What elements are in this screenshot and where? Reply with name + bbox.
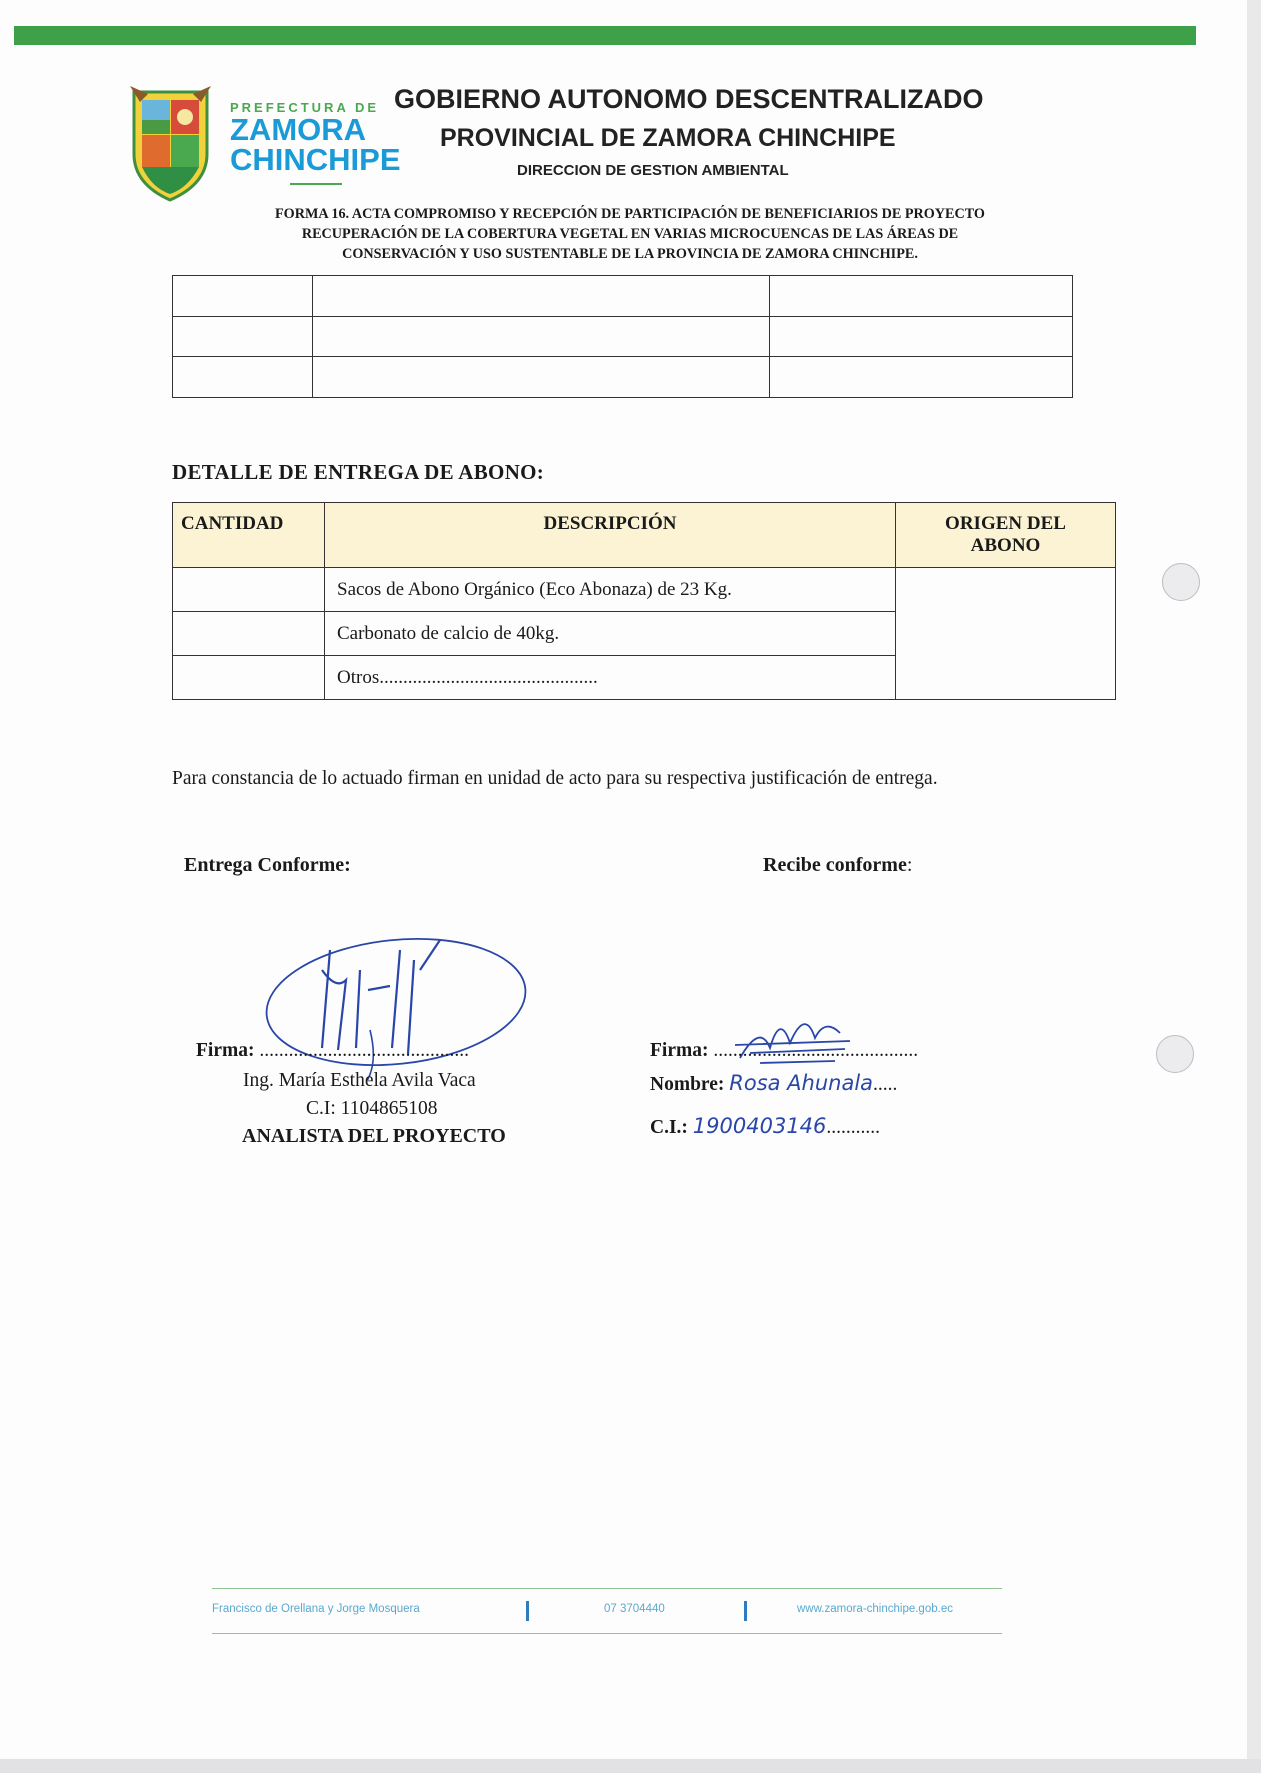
detalle-section-title: DETALLE DE ENTREGA DE ABONO: — [172, 460, 545, 484]
footer-separator — [744, 1601, 747, 1621]
punch-hole-icon — [1162, 563, 1200, 601]
column-header-origen: ORIGEN DEL ABONO — [896, 503, 1116, 568]
form-title-line3: CONSERVACIÓN Y USO SUSTENTABLE DE LA PROVINCIA DE ZAMORA CHINCHIPE. — [342, 246, 918, 262]
punch-hole-icon — [1156, 1035, 1194, 1073]
top-green-bar — [14, 26, 1196, 45]
entrega-firma-dots: ........................................... — [259, 1040, 469, 1061]
scan-edge-right — [1247, 0, 1261, 1773]
entrega-firma-line — [196, 1040, 469, 1062]
column-header-descripcion: DESCRIPCIÓN — [325, 503, 896, 568]
descripcion-cell: Carbonato de calcio de 40kg. — [325, 612, 896, 656]
header-title-line1: GOBIERNO AUTONOMO DESCENTRALIZADO — [394, 84, 984, 114]
recibe-nombre-label: Nombre: — [650, 1074, 725, 1095]
recibe-signature-image — [730, 1003, 860, 1073]
footer-separator — [526, 1601, 529, 1621]
recibe-ci-line — [650, 1114, 880, 1139]
table-cell[interactable] — [173, 357, 313, 398]
recibe-nombre-handwritten: Rosa Ahunala — [729, 1071, 874, 1095]
footer-phone: 07 3704440 — [604, 1603, 665, 1615]
origen-cell[interactable] — [896, 568, 1116, 700]
brand-small-text: PREFECTURA DE — [230, 100, 380, 115]
entrega-conforme-label: Entrega Conforme: — [184, 854, 351, 876]
entrega-firma-label: Firma: — [196, 1040, 255, 1061]
descripcion-cell: Otros.............................................. — [325, 656, 896, 700]
brand-rule — [290, 183, 342, 185]
recibe-conforme-label — [763, 854, 912, 877]
table-cell[interactable] — [770, 316, 1073, 357]
brand-line-zamora: ZAMORA — [230, 112, 367, 147]
entrega-nombre: Ing. María Esthela Avila Vaca — [243, 1070, 476, 1091]
table-cell[interactable] — [313, 316, 770, 357]
recibe-firma-dots: .......................................... — [708, 1040, 919, 1061]
brand-line-chinchipe: CHINCHIPE — [230, 142, 401, 177]
table-cell[interactable] — [173, 316, 313, 357]
prefectura-brand — [230, 100, 401, 185]
coat-of-arms-logo — [128, 84, 213, 202]
table-row — [173, 276, 1073, 317]
recibe-label-colon: : — [906, 854, 913, 876]
footer-bottom-line — [212, 1633, 1002, 1634]
table-row — [173, 316, 1073, 357]
recibe-ci-dots: ........... — [826, 1117, 881, 1138]
scan-edge-bottom — [0, 1759, 1261, 1773]
form-title-line2: RECUPERACIÓN DE LA COBERTURA VEGETAL EN VARIAS MICROCUENCAS DE LAS ÁREAS DE — [301, 226, 959, 242]
form-title-line1: FORMA 16. ACTA COMPROMISO Y RECEPCIÓN DE PARTICIPACIÓN DE BENEFICIARIOS DE PROYECTO — [275, 206, 985, 222]
abono-table — [172, 502, 1116, 700]
recibe-label-text: Recibe conforme — [763, 854, 907, 876]
column-header-cantidad: CANTIDAD — [173, 503, 325, 568]
table-row — [173, 568, 1116, 612]
cantidad-cell[interactable] — [173, 612, 325, 656]
footer-address: Francisco de Orellana y Jorge Mosquera — [212, 1603, 420, 1615]
cantidad-cell[interactable] — [173, 568, 325, 612]
recibe-firma-line — [650, 1040, 918, 1062]
footer-top-line — [212, 1588, 1002, 1589]
beneficiary-info-table — [172, 275, 1073, 398]
recibe-nombre-dots: ..... — [873, 1074, 898, 1095]
form-title — [170, 204, 1090, 264]
entrega-ci: C.I: 1104865108 — [306, 1098, 438, 1119]
table-cell[interactable] — [770, 357, 1073, 398]
constancia-text: Para constancia de lo actuado firman en unidad de acto para su respectiva justificación de entrega. — [172, 768, 938, 789]
table-cell[interactable] — [173, 276, 313, 317]
header-title-line2: PROVINCIAL DE ZAMORA CHINCHIPE — [440, 124, 896, 152]
table-cell[interactable] — [770, 276, 1073, 317]
table-cell[interactable] — [313, 276, 770, 317]
cantidad-cell[interactable] — [173, 656, 325, 700]
recibe-ci-label: C.I.: — [650, 1117, 688, 1138]
table-header-row — [173, 503, 1116, 568]
descripcion-cell: Sacos de Abono Orgánico (Eco Abonaza) de 23 Kg. — [325, 568, 896, 612]
entrega-rol: ANALISTA DEL PROYECTO — [242, 1125, 506, 1147]
header-title-line3: DIRECCION DE GESTION AMBIENTAL — [517, 162, 789, 179]
recibe-nombre-line — [650, 1071, 897, 1096]
recibe-firma-label: Firma: — [650, 1040, 709, 1061]
table-cell[interactable] — [313, 357, 770, 398]
footer-website-link[interactable]: www.zamora-chinchipe.gob.ec — [797, 1603, 953, 1615]
table-row — [173, 357, 1073, 398]
recibe-ci-handwritten: 1900403146 — [692, 1114, 827, 1138]
